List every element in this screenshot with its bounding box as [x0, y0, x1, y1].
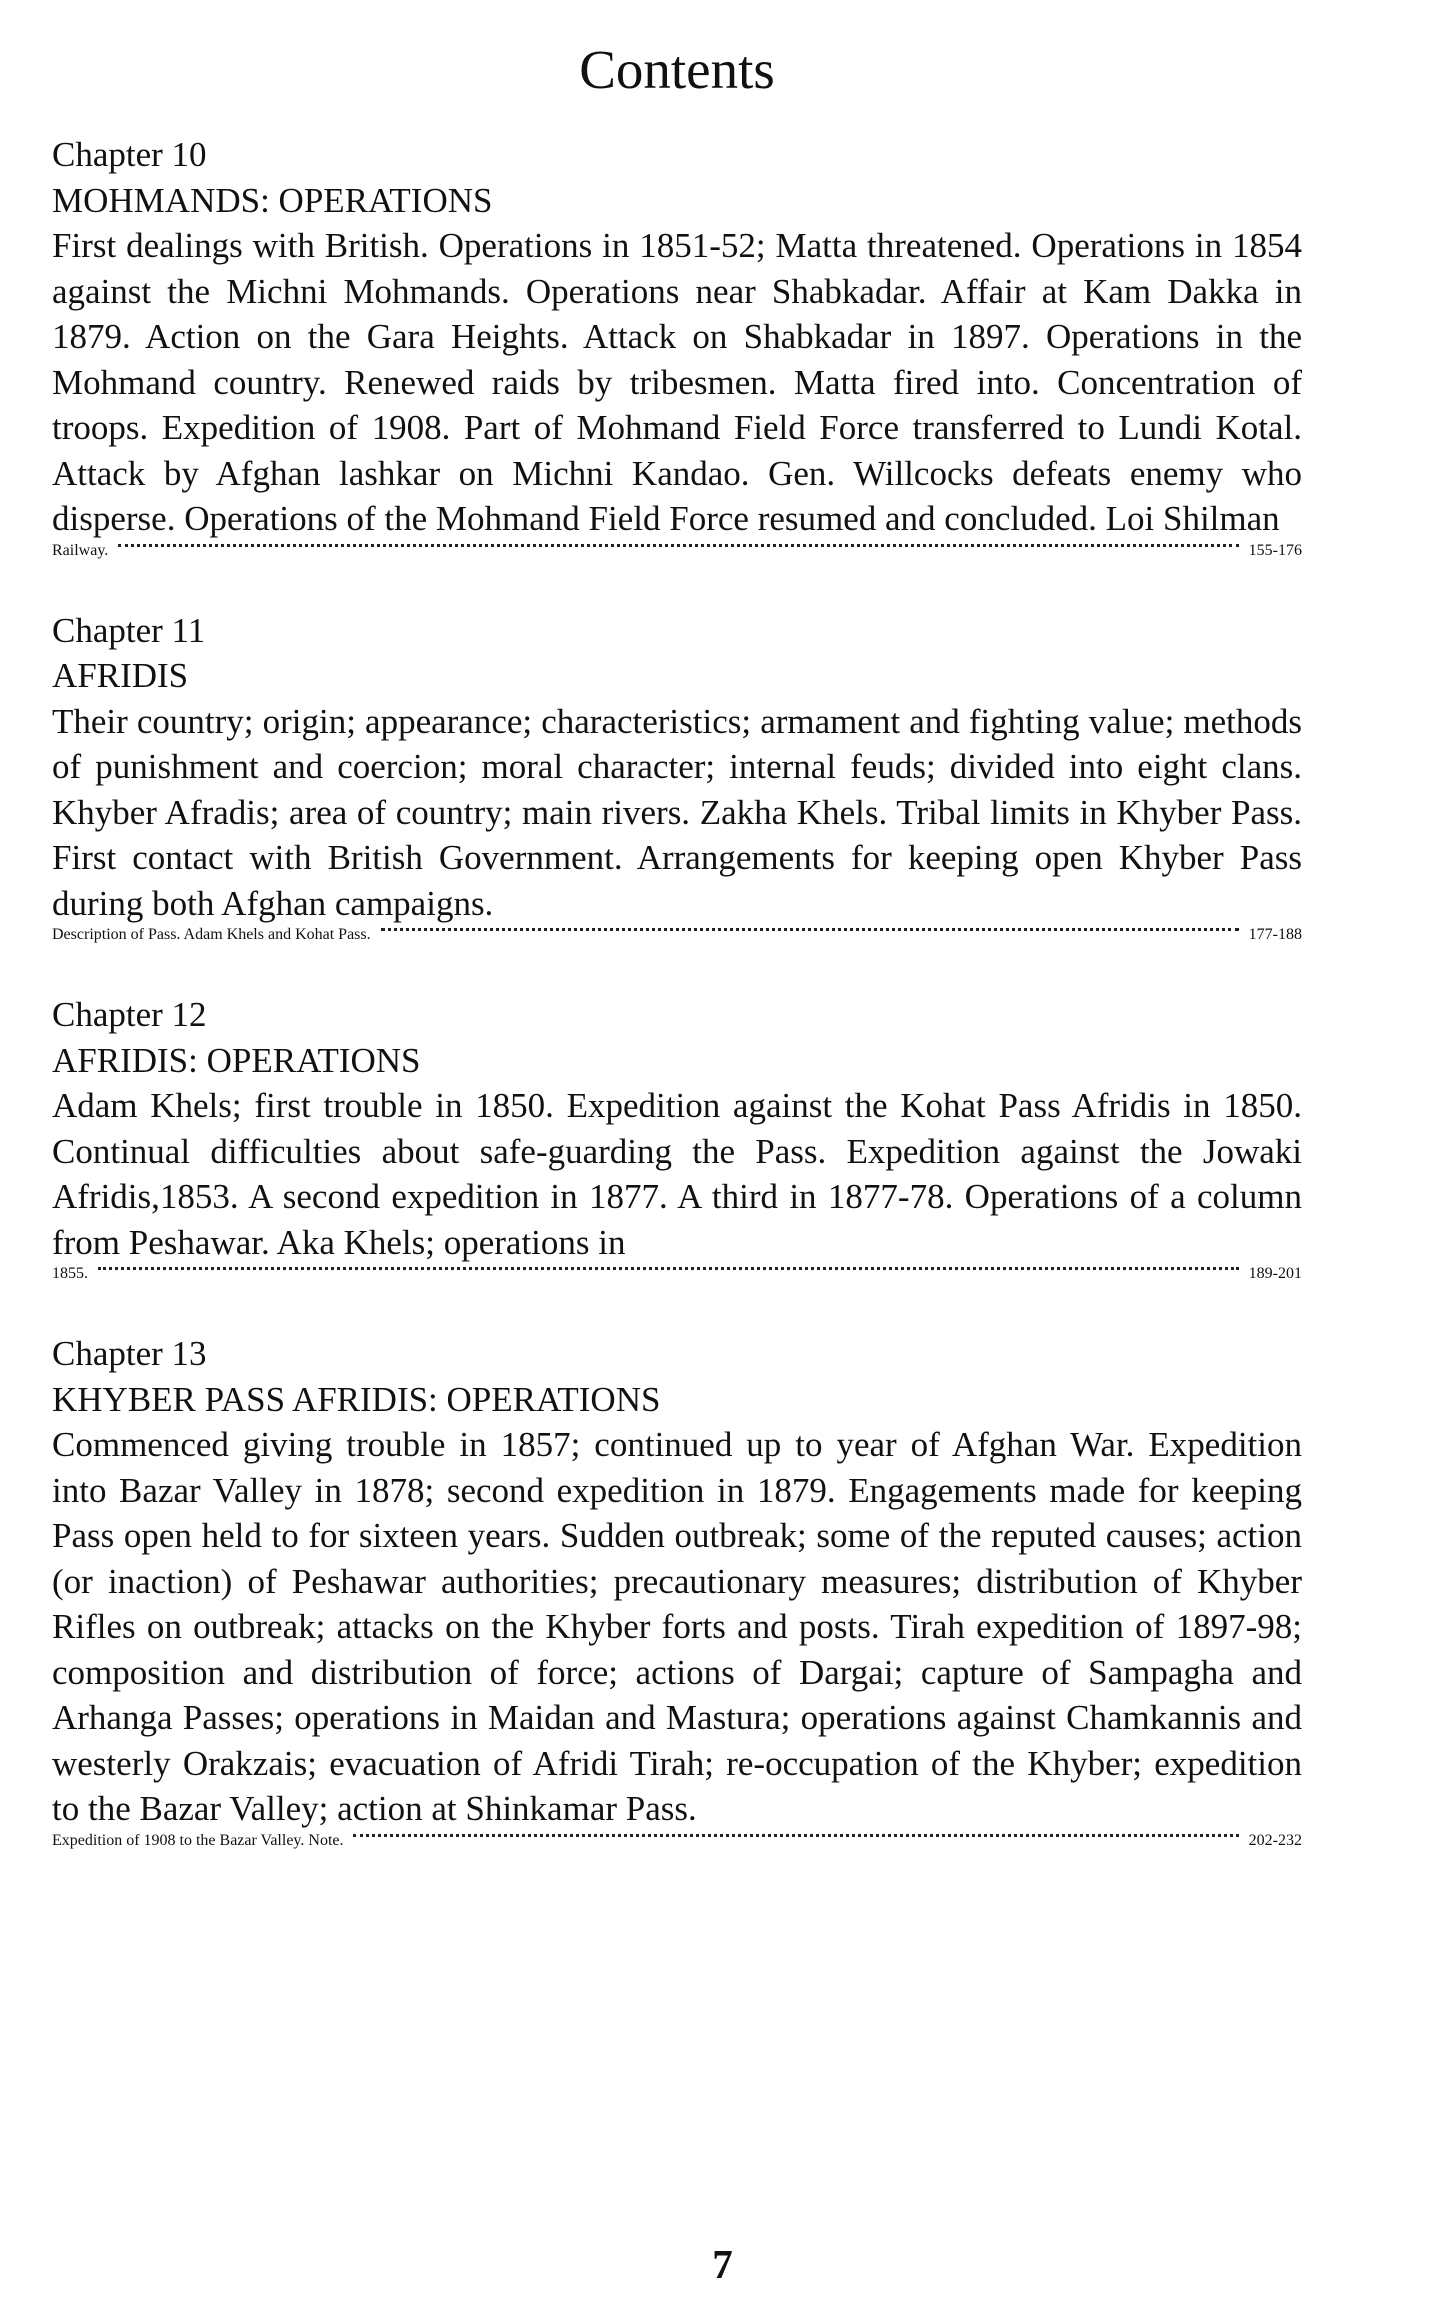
chapter-number: Chapter 10	[52, 135, 207, 174]
chapter-10-entry	[52, 132, 1302, 560]
chapter-title: AFRIDIS	[52, 656, 189, 695]
chapter-title: AFRIDIS: OPERATIONS	[52, 1040, 421, 1080]
chapter-summary-tail: Expedition of 1908 to the Bazar Valley. Note.	[52, 1831, 344, 1849]
chapter-summary: First dealings with British. Operations in 1851-52; Matta threatened. Operations in 1854 against the Michni Mohmands. Operations near Shabkadar. Affair at Kam Dakka in 1879. Action on the Gara Heights. Attack on Shabkadar in 1897. Operations in the Mohmand country. Renewed raids by tribesmen. Matta fired into. Concentration of troops. Expedition of 1908. Part of Mohmand Field Force transferred to Lundi Kotal. Attack by Afghan lashkar on Michni Kandao. Gen. Willcocks defeats enemy who disperse. Operations of the Mohmand Field Force resumed and concluded. Loi Shilman	[52, 226, 1302, 538]
chapter-title: MOHMANDS: OPERATIONS	[52, 180, 493, 220]
page-range: 202-232	[1248, 1831, 1302, 1849]
chapter-summary-tail: Description of Pass. Adam Khels and Kohat Pass.	[52, 926, 371, 943]
contents-page	[52, 20, 1302, 1898]
chapter-13-entry	[52, 1331, 1302, 1850]
chapter-summary: Their country; origin; appearance; characteristics; armament and fighting value; methods of punishment and coercion; moral character; internal feuds; divided into eight clans. Khyber Afradis; area of country; main rivers. Zakha Khels. Tribal limits in Khyber Pass. First contact with British Government. Arrangements for keeping open Khyber Pass during both Afghan campaigns.	[52, 701, 1302, 923]
chapter-summary-tail: Railway.	[52, 541, 109, 559]
chapter-summary: Adam Khels; first trouble in 1850. Expedition against the Kohat Pass Afridis in 1850. Continual difficulties about safe-guarding the Pass. Expedition against the Jowaki Afridis,1853. A second expedition in 1877. A third in 1877-78. Operations of a column from Peshawar. Aka Khels; operations in	[52, 1086, 1302, 1262]
chapter-summary-last-line	[52, 542, 1302, 560]
chapter-summary-last-line	[52, 1265, 1302, 1283]
dot-leader	[381, 928, 1239, 931]
dot-leader	[353, 1834, 1238, 1837]
chapter-11-entry	[52, 608, 1302, 945]
dot-leader	[118, 544, 1238, 547]
chapter-number: Chapter 11	[52, 610, 206, 650]
chapter-summary-last-line	[52, 1832, 1302, 1850]
chapter-title: KHYBER PASS AFRIDIS: OPERATIONS	[52, 1379, 661, 1419]
chapter-summary: Commenced giving trouble in 1857; continued up to year of Afghan War. Expedition into Bazar Valley in 1878; second expedition in 1879. Engagements made for keeping Pass open held to for sixteen years. Sudden outbreak; some of the reputed causes; action (or inaction) of Peshawar authorities; precautionary measures; distribution of Khyber Rifles on outbreak; attacks on the Khyber forts and posts. Tirah expedition of 1897-98; composition and distribution of force; actions of Dargai; capture of Sampagha and Arhanga Passes; operations in Maidan and Mastura; operations against Chamkannis and westerly Orakzais; evacuation of Afridi Tirah; re-occupation of the Khyber; expedition to the Bazar Valley; action at Shinkamar Pass.	[52, 1425, 1302, 1828]
page-title: Contents	[579, 39, 775, 100]
chapter-12-entry	[52, 992, 1302, 1283]
dot-leader	[98, 1267, 1239, 1270]
chapter-summary-last-line	[52, 926, 1302, 944]
page-range: 155-176	[1248, 541, 1302, 559]
chapter-number: Chapter 13	[52, 1334, 207, 1373]
page-range: 189-201	[1248, 1265, 1302, 1282]
chapter-summary-tail: 1855.	[52, 1265, 88, 1282]
chapter-number: Chapter 12	[52, 995, 207, 1034]
page-number: 7	[712, 2241, 733, 2287]
page-range: 177-188	[1248, 926, 1302, 943]
